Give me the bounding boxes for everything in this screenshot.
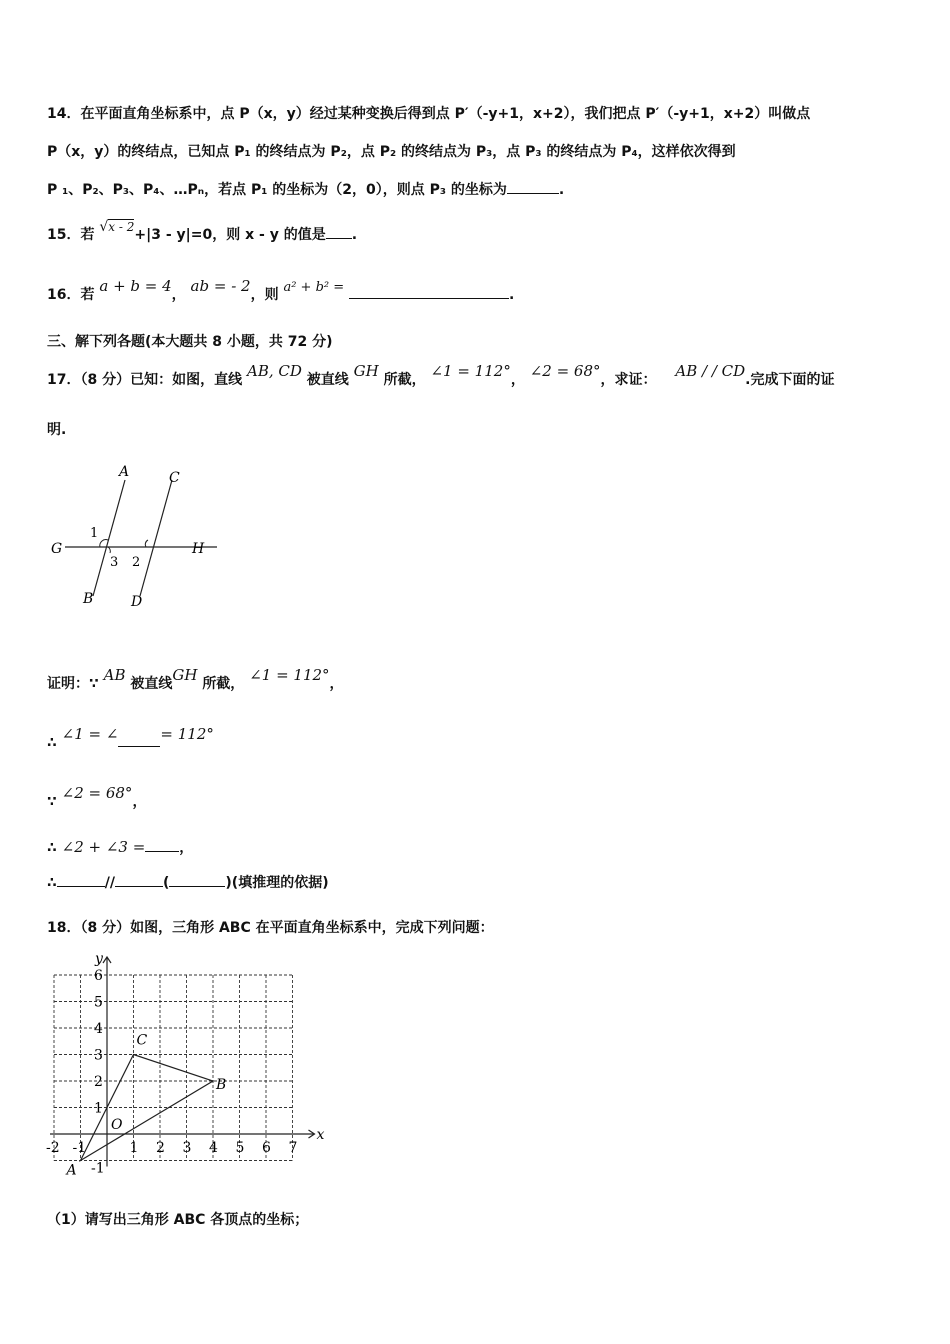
q15-answer-blank [326, 238, 352, 239]
angle-3-arc [108, 547, 110, 553]
vertex-label: C [136, 1032, 148, 1049]
x-tick-label: 1 [129, 1140, 139, 1156]
coordinate-graph [40, 955, 340, 1180]
y-tick-label: 6 [94, 968, 103, 984]
label-1: 1 [90, 526, 99, 541]
x-tick-label: 7 [288, 1140, 298, 1156]
proof-step-4-blank [145, 851, 179, 852]
x-tick-label: 3 [182, 1140, 192, 1156]
q16-eq1: a + b = 4 [99, 277, 172, 295]
vertex-label: A [66, 1162, 77, 1179]
y-tick-label: 3 [94, 1047, 103, 1064]
line-cd [140, 480, 172, 596]
proof-step-2-blank [118, 746, 160, 747]
q16-line: 16．若 a + b = 4， ab = - 2，则 a² + b² = . [47, 277, 515, 303]
q17-line1: 17．（8 分）已知：如图，直线 AB, CD 被直线 GH 所截， ∠1 = 112°， ∠2 = 68°，求证： AB / / CD.完成下面的证 [47, 362, 835, 388]
label-c: C [169, 470, 180, 486]
proof-step-5: ∴ // ( )(填推理的依据) [47, 875, 329, 891]
y-tick-label: 4 [94, 1021, 103, 1037]
label-2: 2 [132, 555, 141, 570]
label-b: B [83, 591, 94, 607]
x-axis-label: x [316, 1127, 325, 1143]
y-tick-label: 2 [94, 1074, 103, 1090]
parallel-lines-figure [45, 458, 225, 618]
vertex-label: B [216, 1077, 227, 1093]
x-tick-label: -1 [72, 1140, 87, 1156]
x-tick-label: 5 [235, 1140, 245, 1156]
x-tick-label: -2 [46, 1140, 60, 1156]
x-tick-label: 6 [262, 1140, 271, 1156]
sqrt-expression: √x - 2 [99, 219, 135, 235]
proof-blank-line-1 [57, 886, 105, 887]
origin-label: O [111, 1117, 123, 1133]
y-tick-label: -1 [91, 1160, 105, 1177]
q14-line1: 14．在平面直角坐标系中，点 P（x，y）经过某种变换后得到点 P′（-y+1，x+2），我们把点 P′（-y+1，x+2）叫做点 [47, 106, 811, 122]
radical-sign: √ [99, 219, 109, 235]
q14-line3: P ₁、P₂、P₃、P₄、…Pₙ，若点 P₁ 的坐标为（2，0），则点 P₃ 的坐标为 . [47, 182, 565, 198]
x-tick-label: 2 [156, 1140, 165, 1156]
label-3: 3 [110, 555, 119, 570]
proof-step-4: ∴ ∠2 + ∠3 = ， [47, 838, 194, 856]
proof-step-1: 证明：∵ AB 被直线GH 所截， ∠1 = 112°， [47, 666, 344, 692]
q16-answer-blank [349, 298, 509, 299]
y-axis-label: y [95, 955, 103, 967]
q18-part1: （1）请写出三角形 ABC 各顶点的坐标； [47, 1212, 309, 1228]
label-d: D [131, 594, 143, 610]
label-h: H [192, 541, 205, 557]
label-g: G [51, 541, 63, 557]
proof-blank-reason [169, 886, 225, 887]
section-3-heading: 三、解下列各题(本大题共 8 小题，共 72 分) [47, 334, 333, 350]
proof-blank-line-2 [115, 886, 163, 887]
x-tick-label: 4 [209, 1140, 218, 1156]
y-tick-label: 5 [94, 994, 103, 1011]
q16-eq3: a² + b² = [283, 280, 345, 295]
proof-step-2: ∴ ∠1 = ∠ = 112° [47, 725, 214, 751]
angle-2-arc [145, 540, 148, 547]
q15-line: 15．若 √x - 2+|3 - y|=0，则 x - y 的值是 . [47, 219, 358, 243]
q17-line2: 明. [47, 422, 67, 438]
label-a: A [119, 464, 130, 480]
q18-title: 18．（8 分）如图，三角形 ABC 在平面直角坐标系中，完成下列问题： [47, 920, 494, 936]
proof-step-3: ∵ ∠2 = 68°， [47, 784, 147, 810]
y-tick-label: 1 [94, 1100, 103, 1117]
q14-answer-blank [507, 193, 559, 194]
q14-line2: P（x，y）的终结点，已知点 P₁ 的终结点为 P₂，点 P₂ 的终结点为 P₃，点 P₃ 的终结点为 P₄，这样依次得到 [47, 144, 736, 160]
q16-eq2: ab = - 2 [190, 277, 251, 295]
